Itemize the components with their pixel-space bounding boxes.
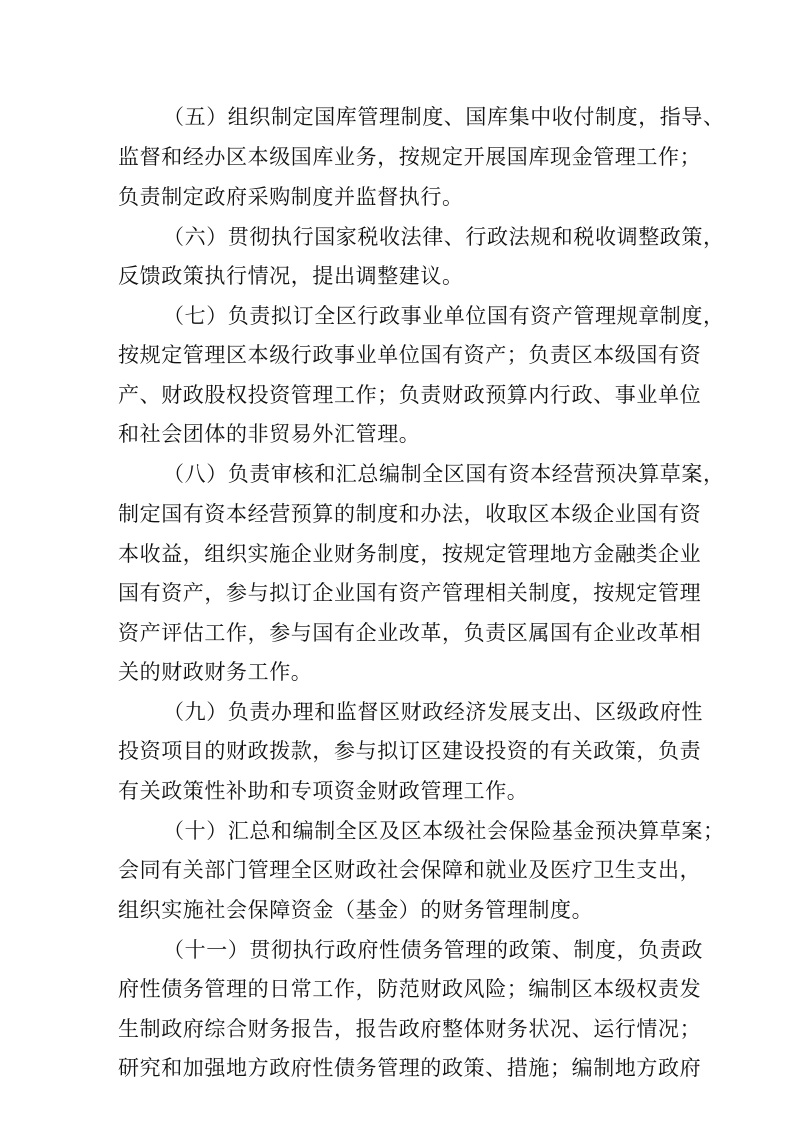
- paragraph-5-line-2: 监督和经办区本级国库业务，按规定开展国库现金管理工作；: [118, 145, 702, 169]
- paragraph-11-line-3: 生制政府综合财务报告，报告政府整体财务状况、运行情况；: [118, 1017, 702, 1041]
- paragraph-9-line-3: 有关政策性补助和专项资金财政管理工作。: [118, 779, 529, 803]
- paragraph-8-line-1: （八）负责审核和汇总编制全区国有资本经营预决算草案，: [163, 462, 725, 486]
- paragraph-7-line-4: 和社会团体的非贸易外汇管理。: [118, 422, 421, 446]
- paragraph-5-line-1: （五）组织制定国库管理制度、国库集中收付制度，指导、: [163, 105, 725, 129]
- paragraph-9-line-2: 投资项目的财政拨款，参与拟订区建设投资的有关政策，负责: [118, 739, 702, 763]
- paragraph-10-line-3: 组织实施社会保障资金（基金）的财务管理制度。: [118, 898, 594, 922]
- paragraph-7-line-2: 按规定管理区本级行政事业单位国有资产；负责区本级国有资: [118, 343, 702, 367]
- paragraph-11-line-4: 研究和加强地方政府性债务管理的政策、措施；编制地方政府: [118, 1056, 702, 1080]
- paragraph-10-line-1: （十）汇总和编制全区及区本级社会保险基金预决算草案；: [163, 819, 725, 843]
- paragraph-7-line-1: （七）负责拟订全区行政事业单位国有资产管理规章制度，: [163, 304, 725, 328]
- paragraph-11-line-2: 府性债务管理的日常工作，防范财政风险；编制区本级权责发: [118, 977, 702, 1001]
- paragraph-8-line-6: 关的财政财务工作。: [118, 660, 313, 684]
- paragraph-5-line-3: 负责制定政府采购制度并监督执行。: [118, 185, 464, 209]
- paragraph-7-line-3: 产、财政股权投资管理工作；负责财政预算内行政、事业单位: [118, 383, 702, 407]
- paragraph-8-line-5: 资产评估工作，参与国有企业改革，负责区属国有企业改革相: [118, 621, 702, 645]
- paragraph-6-line-1: （六）贯彻执行国家税收法律、行政法规和税收调整政策，: [163, 225, 725, 249]
- paragraph-11-line-1: （十一）贯彻执行政府性债务管理的政策、制度，负责政: [163, 938, 703, 962]
- paragraph-9-line-1: （九）负责办理和监督区财政经济发展支出、区级政府性: [163, 700, 703, 724]
- paragraph-8-line-3: 本收益，组织实施企业财务制度，按规定管理地方金融类企业: [118, 542, 702, 566]
- paragraph-8-line-2: 制定国有资本经营预算的制度和办法，收取区本级企业国有资: [118, 502, 702, 526]
- paragraph-6-line-2: 反馈政策执行情况，提出调整建议。: [118, 264, 464, 288]
- paragraph-8-line-4: 国有资产，参与拟订企业国有资产管理相关制度，按规定管理: [118, 581, 702, 605]
- paragraph-10-line-2: 会同有关部门管理全区财政社会保障和就业及医疗卫生支出，: [118, 858, 702, 882]
